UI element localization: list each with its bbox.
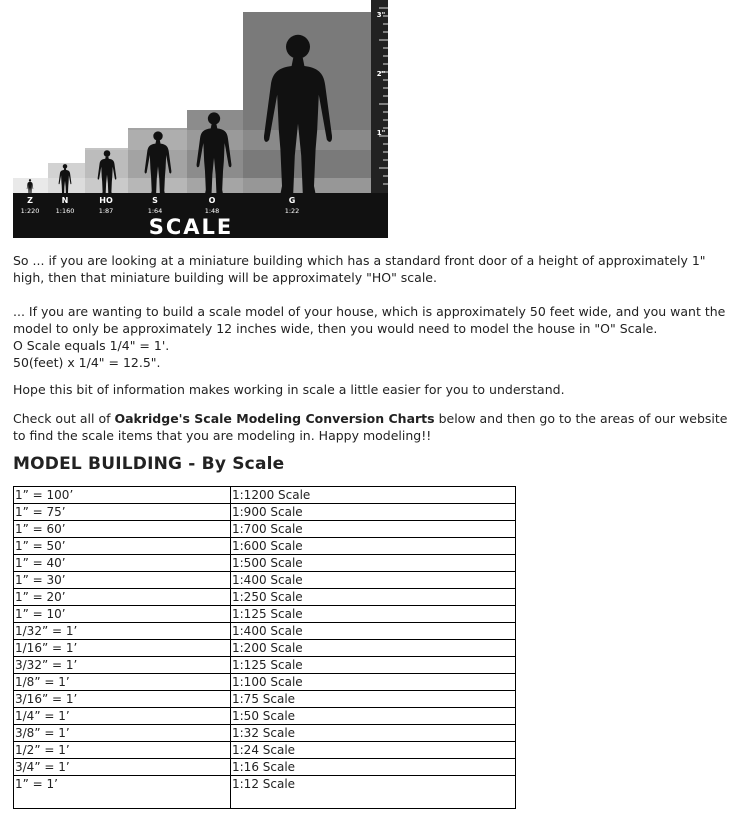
scale-cell: 1:125 Scale	[231, 606, 516, 623]
scale-cell: 1:400 Scale	[231, 623, 516, 640]
scale-figure	[13, 0, 388, 238]
ruler-label-1in: 1"	[376, 129, 386, 137]
scale-cell: 1:24 Scale	[231, 742, 516, 759]
table-row	[14, 640, 516, 657]
model-ratio-cell: 1/4” = 1’	[14, 708, 231, 725]
table-row	[14, 759, 516, 776]
intro-paragraph-4	[13, 410, 738, 444]
intro-paragraph-2	[13, 303, 738, 371]
scale-table-body	[14, 487, 516, 809]
table-row	[14, 521, 516, 538]
scale-name-s: S	[152, 196, 158, 205]
scale-ratio-n: 1:160	[55, 207, 75, 215]
model-ratio-cell: 1/8” = 1’	[14, 674, 231, 691]
scale-conversion-table	[13, 486, 516, 809]
scale-cell: 1:16 Scale	[231, 759, 516, 776]
intro-p4-after: below and then go to the areas of our website to find the scale items that you are modeling in. Happy modeling!!	[13, 411, 728, 443]
table-row	[14, 708, 516, 725]
table-row	[14, 674, 516, 691]
scale-cell: 1:400 Scale	[231, 572, 516, 589]
intro-p2-line2: O Scale equals 1/4" = 1'.	[13, 338, 170, 353]
table-row	[14, 589, 516, 606]
model-ratio-cell: 1” = 30’	[14, 572, 231, 589]
model-ratio-cell: 3/8” = 1’	[14, 725, 231, 742]
scale-cell: 1:600 Scale	[231, 538, 516, 555]
table-row	[14, 742, 516, 759]
model-ratio-cell: 1/2” = 1’	[14, 742, 231, 759]
intro-p4-brand: Oakridge's Scale Modeling Conversion Charts	[114, 411, 435, 426]
table-row	[14, 555, 516, 572]
scale-ratio-s: 1:64	[147, 207, 163, 215]
model-ratio-cell: 1” = 50’	[14, 538, 231, 555]
intro-p3-text: Hope this bit of information makes working in scale a little easier for you to understand.	[13, 382, 565, 397]
model-ratio-cell: 1/16” = 1’	[14, 640, 231, 657]
ruler-label-2in: 2"	[376, 70, 386, 78]
scale-name-ho: HO	[99, 196, 113, 205]
table-row	[14, 776, 516, 809]
table-row	[14, 538, 516, 555]
intro-p2-text: ... If you are wanting to build a scale model of your house, which is approximately 50 feet wide, and you want the model to only be approximately 12 inches wide, then you would need to model the house in "O" Scale.	[13, 304, 726, 336]
section-heading: MODEL BUILDING - By Scale	[13, 454, 285, 474]
table-row	[14, 725, 516, 742]
model-ratio-cell: 1” = 1’	[14, 776, 231, 809]
ruler-label-3in: 3"	[376, 11, 386, 19]
scale-cell: 1:100 Scale	[231, 674, 516, 691]
model-ratio-cell: 1” = 75’	[14, 504, 231, 521]
model-ratio-cell: 1” = 40’	[14, 555, 231, 572]
model-ratio-cell: 3/32” = 1’	[14, 657, 231, 674]
scale-name-o: O	[208, 196, 216, 205]
table-row	[14, 657, 516, 674]
model-ratio-cell: 1” = 20’	[14, 589, 231, 606]
intro-paragraph-3	[13, 381, 738, 398]
scale-cell: 1:200 Scale	[231, 640, 516, 657]
scale-cell: 1:50 Scale	[231, 708, 516, 725]
model-ratio-cell: 1” = 10’	[14, 606, 231, 623]
scale-cell: 1:500 Scale	[231, 555, 516, 572]
table-row	[14, 487, 516, 504]
scale-cell: 1:900 Scale	[231, 504, 516, 521]
scale-ratio-g: 1:22	[284, 207, 300, 215]
scale-ratio-ho: 1:87	[98, 207, 114, 215]
scale-cell: 1:250 Scale	[231, 589, 516, 606]
table-row	[14, 504, 516, 521]
intro-paragraph-1	[13, 252, 738, 286]
intro-p4-before: Check out all of	[13, 411, 115, 426]
scale-name-z: Z	[27, 196, 33, 205]
scale-ratio-z: 1:220	[20, 207, 40, 215]
scale-ratio-o: 1:48	[204, 207, 220, 215]
scale-cell: 1:700 Scale	[231, 521, 516, 538]
scale-name-n: N	[61, 196, 69, 205]
scale-cell: 1:125 Scale	[231, 657, 516, 674]
table-row	[14, 572, 516, 589]
table-row	[14, 606, 516, 623]
model-ratio-cell: 1” = 60’	[14, 521, 231, 538]
scale-cell: 1:12 Scale	[231, 776, 516, 809]
model-ratio-cell: 1” = 100’	[14, 487, 231, 504]
model-ratio-cell: 1/32” = 1’	[14, 623, 231, 640]
table-row	[14, 691, 516, 708]
scale-cell: 1:1200 Scale	[231, 487, 516, 504]
model-ratio-cell: 3/16” = 1’	[14, 691, 231, 708]
scale-cell: 1:75 Scale	[231, 691, 516, 708]
scale-title: SCALE	[148, 215, 234, 238]
intro-p2-line3: 50(feet) x 1/4" = 12.5".	[13, 355, 161, 370]
table-row	[14, 623, 516, 640]
scale-name-g: G	[288, 196, 296, 205]
model-ratio-cell: 3/4” = 1’	[14, 759, 231, 776]
scale-cell: 1:32 Scale	[231, 725, 516, 742]
intro-p1-text: So ... if you are looking at a miniature building which has a standard front door of a height of approximately 1" high, then that miniature building will be approximately "HO" scale.	[13, 253, 706, 285]
